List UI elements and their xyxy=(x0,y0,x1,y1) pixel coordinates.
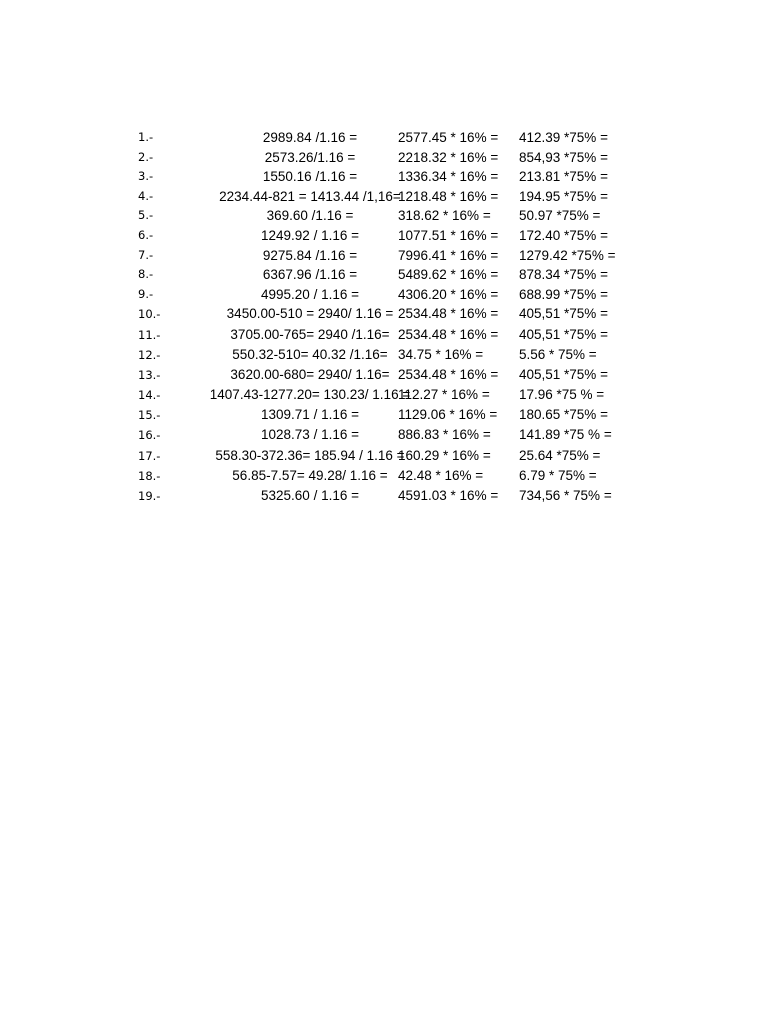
base-calculation: 2234.44-821 = 1413.44 /1,16= xyxy=(219,188,401,204)
percent-calculation: 405,51 *75% = xyxy=(519,306,608,322)
table-row xyxy=(138,167,638,187)
tax-calculation: 2534.48 * 16% = xyxy=(398,326,499,342)
percent-calculation: 5.56 * 75% = xyxy=(519,346,597,362)
tax-calculation: 1129.06 * 16% = xyxy=(398,407,498,423)
percent-calculation: 412.39 *75% = xyxy=(519,130,608,145)
tax-calculation: 4591.03 * 16% = xyxy=(398,488,499,504)
tax-calculation: 2218.32 * 16% = xyxy=(398,149,499,165)
table-row xyxy=(138,226,638,246)
percent-calculation: 405,51 *75% = xyxy=(519,366,608,382)
row-number: 11.- xyxy=(138,327,161,342)
tax-calculation: 7996.41 * 16% = xyxy=(398,247,499,263)
table-row xyxy=(138,246,638,266)
percent-calculation: 6.79 * 75% = xyxy=(519,467,597,483)
percent-calculation: 878.34 *75% = xyxy=(519,267,608,283)
table-row xyxy=(138,148,638,168)
tax-calculation: 2577.45 * 16% = xyxy=(398,130,499,145)
percent-calculation: 213.81 *75% = xyxy=(519,169,608,185)
tax-calculation: 2534.48 * 16% = xyxy=(398,306,499,322)
table-row xyxy=(138,304,638,324)
table-row xyxy=(138,466,638,486)
tax-calculation: 1218.48 * 16% = xyxy=(398,188,499,204)
base-calculation: 1407.43-1277.20= 130.23/ 1.16 = xyxy=(209,387,411,403)
table-row xyxy=(138,446,638,466)
tax-calculation: 886.83 * 16% = xyxy=(398,427,491,443)
tax-calculation: 112.27 * 16% = xyxy=(398,387,490,403)
base-calculation: 3450.00-510 = 2940/ 1.16 = xyxy=(226,306,394,322)
base-calculation: 56.85-7.57= 49.28/ 1.16 = xyxy=(232,467,388,483)
table-row xyxy=(138,265,638,285)
base-calculation: 2989.84 /1.16 = xyxy=(262,130,358,145)
row-number: 13.- xyxy=(138,367,161,382)
table-row xyxy=(138,385,638,405)
base-calculation: 369.60 /1.16 = xyxy=(266,208,354,224)
row-number: 9.- xyxy=(138,286,154,301)
table-row xyxy=(138,325,638,345)
table-row xyxy=(138,405,638,425)
percent-calculation: 25.64 *75% = xyxy=(519,447,601,463)
table-row xyxy=(138,206,638,226)
table-row xyxy=(138,486,638,506)
row-number: 5.- xyxy=(138,208,154,223)
percent-calculation: 405,51 *75% = xyxy=(519,326,608,342)
percent-calculation: 172.40 *75% = xyxy=(519,227,608,243)
tax-calculation: 4306.20 * 16% = xyxy=(398,286,499,302)
tax-calculation: 34.75 * 16% = xyxy=(398,346,484,362)
calculation-table xyxy=(138,128,638,506)
tax-calculation: 160.29 * 16% = xyxy=(398,447,491,463)
row-number: 12.- xyxy=(138,347,161,362)
tax-calculation: 5489.62 * 16% = xyxy=(398,267,499,283)
table-row xyxy=(138,345,638,365)
percent-calculation: 854,93 *75% = xyxy=(519,149,608,165)
row-number: 10.- xyxy=(138,307,161,322)
percent-calculation: 180.65 *75% = xyxy=(519,407,608,423)
base-calculation: 558.30-372.36= 185.94 / 1.16 = xyxy=(215,447,405,463)
row-number: 16.- xyxy=(138,428,161,443)
percent-calculation: 50.97 *75% = xyxy=(519,208,601,224)
percent-calculation: 688.99 *75% = xyxy=(519,286,608,302)
row-number: 15.- xyxy=(138,408,161,423)
table-row xyxy=(138,285,638,305)
tax-calculation: 42.48 * 16% = xyxy=(398,467,484,483)
row-number: 2.- xyxy=(138,149,154,164)
base-calculation: 6367.96 /1.16 = xyxy=(262,267,358,283)
base-calculation: 2573.26/1.16 = xyxy=(264,149,356,165)
percent-calculation: 141.89 *75 % = xyxy=(519,427,612,443)
table-row xyxy=(138,128,638,148)
base-calculation: 1309.71 / 1.16 = xyxy=(261,407,359,423)
tax-calculation: 1336.34 * 16% = xyxy=(398,169,499,185)
base-calculation: 5325.60 / 1.16 = xyxy=(261,488,359,504)
percent-calculation: 194.95 *75% = xyxy=(519,188,608,204)
base-calculation: 1028.73 / 1.16 = xyxy=(261,427,359,443)
tax-calculation: 318.62 * 16% = xyxy=(398,208,491,224)
base-calculation: 3620.00-680= 2940/ 1.16= xyxy=(230,366,390,382)
row-number: 19.- xyxy=(138,489,161,504)
row-number: 7.- xyxy=(138,247,154,262)
percent-calculation: 734,56 * 75% = xyxy=(519,488,612,504)
base-calculation: 9275.84 /1.16 = xyxy=(262,247,358,263)
base-calculation: 1249.92 / 1.16 = xyxy=(261,227,359,243)
row-number: 8.- xyxy=(138,267,154,282)
base-calculation: 550.32-510= 40.32 /1.16= xyxy=(232,346,388,362)
row-number: 3.- xyxy=(138,169,154,184)
tax-calculation: 1077.51 * 16% = xyxy=(398,227,499,243)
table-row xyxy=(138,187,638,207)
row-number: 1.- xyxy=(138,130,154,144)
tax-calculation: 2534.48 * 16% = xyxy=(398,366,499,382)
row-number: 14.- xyxy=(138,388,161,403)
percent-calculation: 1279.42 *75% = xyxy=(519,247,616,263)
percent-calculation: 17.96 *75 % = xyxy=(519,387,605,403)
row-number: 17.- xyxy=(138,448,161,463)
row-number: 18.- xyxy=(138,468,161,483)
row-number: 6.- xyxy=(138,227,154,242)
base-calculation: 4995.20 / 1.16 = xyxy=(261,286,359,302)
table-row xyxy=(138,365,638,385)
table-row xyxy=(138,425,638,445)
base-calculation: 3705.00-765= 2940 /1.16= xyxy=(230,326,390,342)
base-calculation: 1550.16 /1.16 = xyxy=(262,169,358,185)
row-number: 4.- xyxy=(138,188,154,203)
